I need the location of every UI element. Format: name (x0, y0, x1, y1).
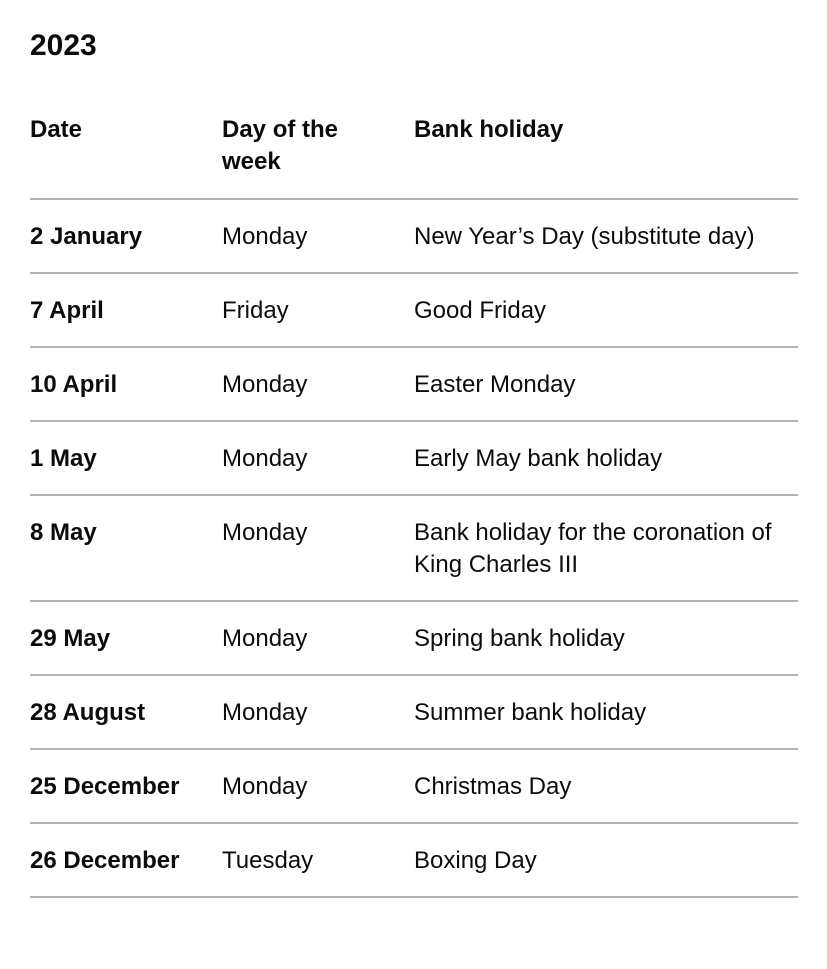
row-date: 29 May (30, 601, 222, 675)
row-date: 2 January (30, 199, 222, 273)
row-day: Monday (222, 675, 414, 749)
row-date: 25 December (30, 749, 222, 823)
column-header-date: Date (30, 114, 222, 199)
table-row (30, 495, 798, 601)
row-date: 7 April (30, 273, 222, 347)
column-header-bank-holiday: Bank holiday (414, 114, 798, 199)
row-day: Monday (222, 347, 414, 421)
row-day: Monday (222, 601, 414, 675)
table-row (30, 347, 798, 421)
row-date: 1 May (30, 421, 222, 495)
row-day: Friday (222, 273, 414, 347)
row-day: Monday (222, 495, 414, 601)
row-date: 10 April (30, 347, 222, 421)
row-holiday: Easter Monday (414, 347, 798, 421)
row-holiday: Boxing Day (414, 823, 798, 897)
bank-holidays-table (30, 114, 798, 898)
row-day: Monday (222, 199, 414, 273)
row-holiday: New Year’s Day (substitute day) (414, 199, 798, 273)
row-holiday: Spring bank holiday (414, 601, 798, 675)
row-holiday: Christmas Day (414, 749, 798, 823)
table-row (30, 823, 798, 897)
row-date: 28 August (30, 675, 222, 749)
table-row (30, 273, 798, 347)
row-day: Monday (222, 421, 414, 495)
row-date: 26 December (30, 823, 222, 897)
table-row (30, 675, 798, 749)
row-date: 8 May (30, 495, 222, 601)
table-row (30, 421, 798, 495)
row-day: Tuesday (222, 823, 414, 897)
table-row (30, 749, 798, 823)
year-heading: 2023 (30, 29, 97, 62)
table-row (30, 601, 798, 675)
table-row (30, 199, 798, 273)
row-holiday: Good Friday (414, 273, 798, 347)
column-header-day-of-week: Day of the week (222, 114, 414, 199)
row-day: Monday (222, 749, 414, 823)
row-holiday: Early May bank holiday (414, 421, 798, 495)
row-holiday: Bank holiday for the coronation of King Charles III (414, 495, 798, 601)
holidays-section (30, 24, 798, 898)
row-holiday: Summer bank holiday (414, 675, 798, 749)
table-body (30, 199, 798, 897)
table-header (30, 114, 798, 199)
table-header-row (30, 114, 798, 199)
